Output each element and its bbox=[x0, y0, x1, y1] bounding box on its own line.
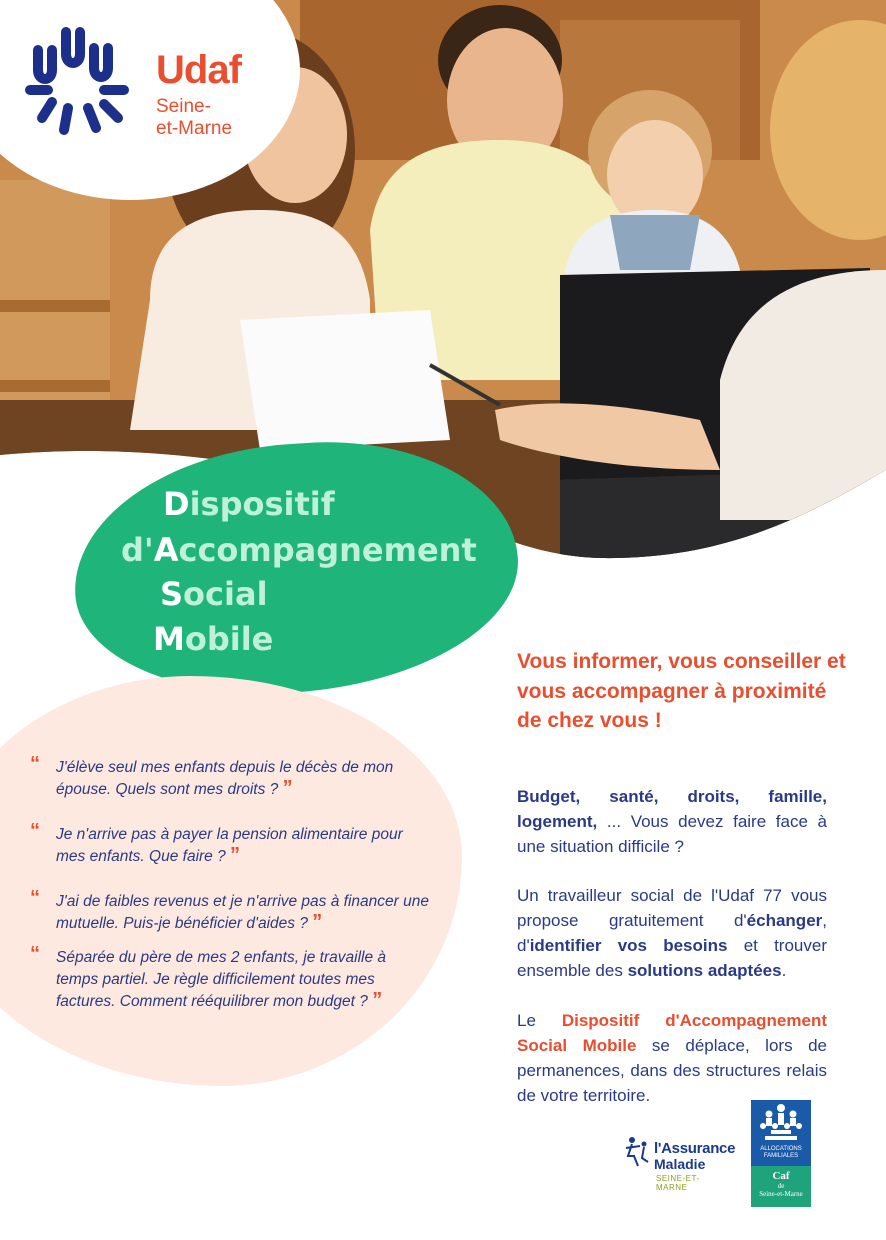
quote-close-icon: ” bbox=[230, 844, 241, 866]
quote-text: Séparée du père de mes 2 enfants, je travaille à temps partiel. Je règle difficilement toutes mes factures. Comment rééquilibrer mon budget ? bbox=[56, 949, 387, 1010]
paragraph-situation bbox=[517, 784, 827, 859]
caf-logo-bottom bbox=[751, 1166, 811, 1207]
paragraph-text: se déplace, lors de permanences, dans des structures relais de votre territoire. bbox=[517, 1036, 827, 1105]
caf-de: de bbox=[777, 1182, 785, 1190]
quote-text: Je n'arrive pas à payer la pension alimentaire pour mes enfants. Que faire ? bbox=[56, 826, 403, 865]
caf-logo bbox=[751, 1100, 811, 1207]
title-cap: M bbox=[153, 620, 185, 658]
quotes-blob bbox=[0, 676, 462, 1086]
assurance-maladie-icon bbox=[620, 1132, 654, 1172]
brand-subtitle-line1: Seine- bbox=[156, 96, 211, 117]
paragraph-text: , d' bbox=[517, 911, 827, 955]
title-prefix: d' bbox=[121, 531, 154, 569]
quote-close-icon: ” bbox=[282, 777, 293, 799]
title-cap: A bbox=[153, 531, 179, 569]
title-rest: ccompagnement bbox=[178, 531, 477, 569]
quote-open-icon: “ bbox=[30, 887, 40, 909]
maladie-text: Maladie bbox=[654, 1156, 706, 1172]
quote-text: J'ai de faibles revenus et je n'arrive pas à financer une mutuelle. Puis-je bénéficier d'aides ? bbox=[56, 893, 429, 932]
highlight-text: Dispositif d'Accompagnement Social Mobile bbox=[517, 1011, 827, 1055]
assurance-text: l'Assurance bbox=[654, 1140, 736, 1157]
paragraph-text: Un travailleur social de l'Udaf 77 vous propose gratuitement d' bbox=[517, 886, 827, 930]
caf-name: Caf bbox=[772, 1170, 790, 1182]
caf-family-icon bbox=[751, 1100, 811, 1144]
quote-item bbox=[30, 943, 410, 1013]
paragraph-text: . bbox=[781, 961, 787, 980]
assurance-maladie-logo bbox=[620, 1126, 736, 1192]
bold-text: identifier vos besoins bbox=[529, 936, 728, 955]
caf-top-line1: ALLOCATIONS bbox=[760, 1146, 802, 1152]
caf-dept: Seine-et-Marne bbox=[759, 1190, 803, 1198]
paragraph-text: ... Vous devez faire face à une situation difficile ? bbox=[517, 812, 827, 856]
am-region-text: SEINE-ET-MARNE bbox=[656, 1174, 700, 1192]
title-line-1 bbox=[163, 486, 335, 522]
bold-topics: Budget, santé, droits, famille, logement, bbox=[517, 787, 827, 831]
caf-logo-top bbox=[751, 1100, 811, 1166]
headline: Vous informer, vous conseiller et vous accompagner à proximité de chez vous ! bbox=[517, 650, 846, 732]
paragraph-social-worker bbox=[517, 883, 827, 983]
bold-text: échanger bbox=[746, 911, 823, 930]
quote-text: J'élève seul mes enfants depuis le décès de mon épouse. Quels sont mes droits ? bbox=[56, 759, 394, 798]
quote-item bbox=[30, 887, 430, 935]
caf-top-line2: FAMILIALES bbox=[763, 1153, 799, 1159]
quote-close-icon: ” bbox=[372, 989, 383, 1011]
udaf-logo-icon bbox=[18, 18, 138, 138]
title-line-4 bbox=[153, 621, 273, 657]
title-line-2 bbox=[121, 532, 477, 568]
title-line-3 bbox=[160, 576, 268, 612]
quote-item bbox=[30, 753, 430, 801]
title-rest: obile bbox=[184, 620, 274, 658]
quote-open-icon: “ bbox=[30, 820, 40, 842]
brand-subtitle-line2: et-Marne bbox=[156, 118, 233, 139]
udaf-logo-text bbox=[156, 50, 241, 140]
quote-item bbox=[30, 820, 430, 868]
title-rest: ispositif bbox=[189, 485, 335, 523]
quote-open-icon: “ bbox=[30, 943, 40, 965]
bold-text: solutions adaptées bbox=[627, 961, 782, 980]
brand-name: Udaf bbox=[156, 48, 241, 92]
paragraph-text: Le bbox=[517, 1011, 562, 1030]
paragraph-dispositif bbox=[517, 1008, 827, 1108]
title-cap: S bbox=[160, 575, 184, 613]
quote-open-icon: “ bbox=[30, 753, 40, 775]
paragraph-text: et trouver ensemble des bbox=[517, 936, 827, 980]
title-rest: ocial bbox=[183, 575, 268, 613]
quote-close-icon: ” bbox=[312, 911, 323, 933]
title-cap: D bbox=[163, 485, 190, 523]
